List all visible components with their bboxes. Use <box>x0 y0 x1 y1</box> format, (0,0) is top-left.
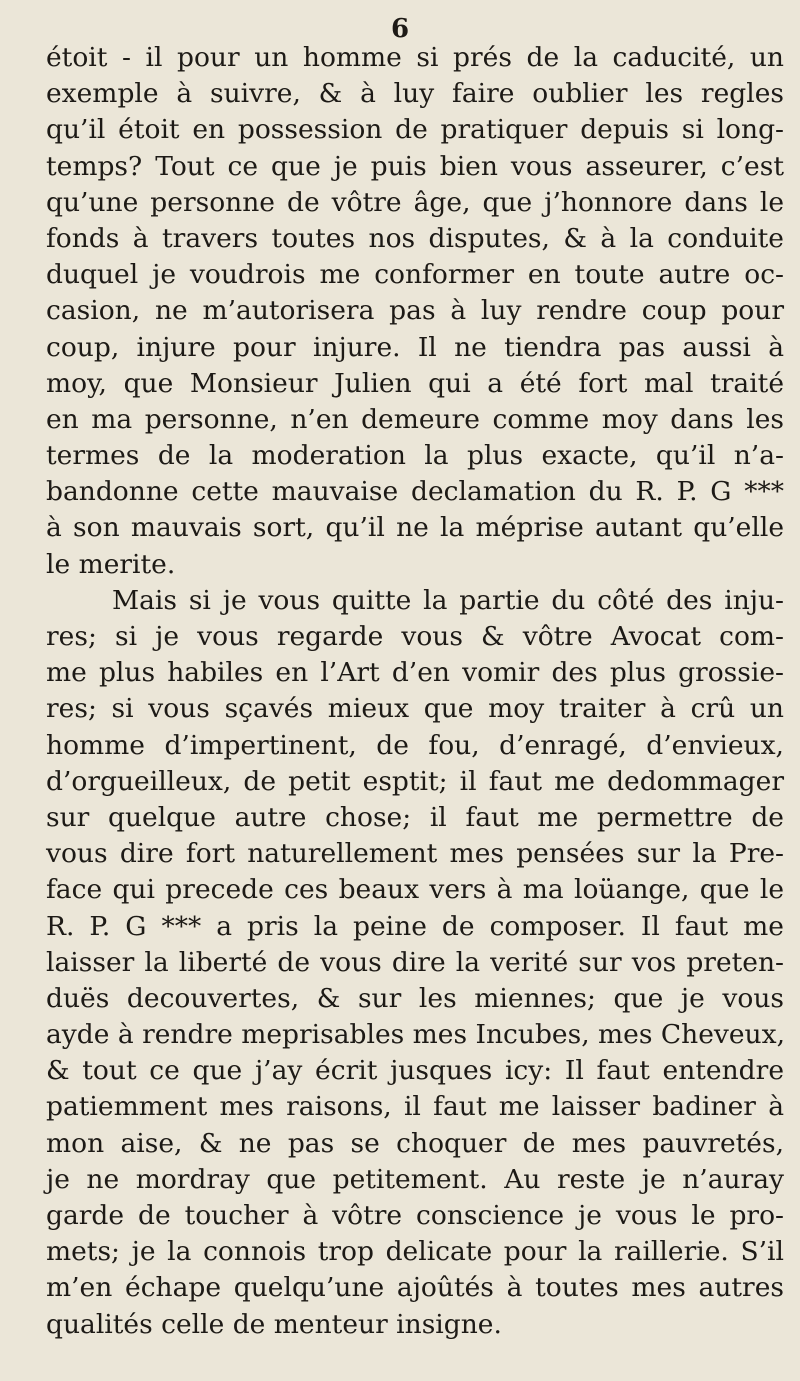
text-line: res; si je vous regarde vous & vôtre Avocat com- <box>46 621 784 652</box>
text-line: exemple à suivre, & à luy faire oublier les regles <box>46 78 784 110</box>
text-line: bandonne cette mauvaise declamation du R. P. G *** <box>46 476 784 508</box>
text-body <box>46 40 784 1343</box>
text-line: face qui precede ces beaux vers à ma loüange, que le <box>46 874 784 906</box>
page-number: 6 <box>390 14 410 44</box>
text-line: duës decouvertes, & sur les miennes; que je vous <box>46 982 784 1014</box>
text-line: mets; je la connois trop delicate pour la raillerie. S’il <box>46 1236 784 1268</box>
text-line: sur quelque autre chose; il faut me permettre de <box>46 801 784 833</box>
text-line: casion, ne m’autorisera pas à luy rendre coup pour <box>46 295 784 327</box>
text-line: & tout ce que j’ay écrit jusques icy: Il faut entendre <box>46 1055 784 1087</box>
text-line: duquel je voudrois me conformer en toute autre oc- <box>46 259 784 291</box>
text-line: ayde à rendre meprisables mes Incubes, mes Cheveux, <box>46 1019 785 1051</box>
text-line: coup, injure pour injure. Il ne tiendra pas aussi à <box>46 331 784 363</box>
text-line: laisser la liberté de vous dire la verité sur vos preten- <box>46 946 784 978</box>
text-line: à son mauvais sort, qu’il ne la méprise autant qu’elle <box>46 512 784 544</box>
text-line: le merite. <box>46 548 176 580</box>
text-line: m’en échape quelqu’une ajoûtés à toutes mes autres <box>46 1272 784 1304</box>
paragraph <box>46 583 784 1343</box>
text-line: termes de la moderation la plus exacte, qu’il n’a- <box>46 440 784 472</box>
text-line: vous dire fort naturellement mes pensées sur la Pre- <box>46 838 784 870</box>
text-line: res; si vous sçavés mieux que moy traiter à crû un <box>46 693 784 725</box>
text-line: fonds à travers toutes nos disputes, & à la conduite <box>46 222 784 254</box>
paragraph <box>46 40 784 583</box>
text-line: moy, que Monsieur Julien qui a été fort mal traité <box>46 367 784 399</box>
text-line: R. P. G *** a pris la peine de composer. Il faut me <box>46 910 784 942</box>
text-line: temps? Tout ce que je puis bien vous asseurer, c’est <box>46 150 784 182</box>
text-line: en ma personne, n’en demeure comme moy dans les <box>46 403 784 435</box>
text-line: qu’une personne de vôtre âge, que j’honnore dans le <box>46 186 784 218</box>
text-line: me plus habiles en l’Art d’en vomir des plus grossie- <box>46 657 784 689</box>
text-line: qualités celle de menteur insigne. <box>46 1308 502 1340</box>
text-line: d’orgueilleux, de petit esptit; il faut me dedommager <box>46 765 784 797</box>
text-line: garde de toucher à vôtre conscience je vous le pro- <box>46 1200 784 1231</box>
text-line: étoit - il pour un homme si prés de la caducité, un <box>46 42 784 73</box>
text-line: qu’il étoit en possession de pratiquer depuis si long- <box>46 114 784 146</box>
text-line: mon aise, & ne pas se choquer de mes pauvretés, <box>46 1127 784 1159</box>
text-line: Mais si je vous quitte la partie du côté des inju- <box>112 584 784 616</box>
text-line: homme d’impertinent, de fou, d’enragé, d’envieux, <box>46 729 784 761</box>
text-line: patiemment mes raisons, il faut me laisser badiner à <box>46 1091 784 1123</box>
text-line: je ne mordray que petitement. Au reste je n’auray <box>46 1163 784 1195</box>
